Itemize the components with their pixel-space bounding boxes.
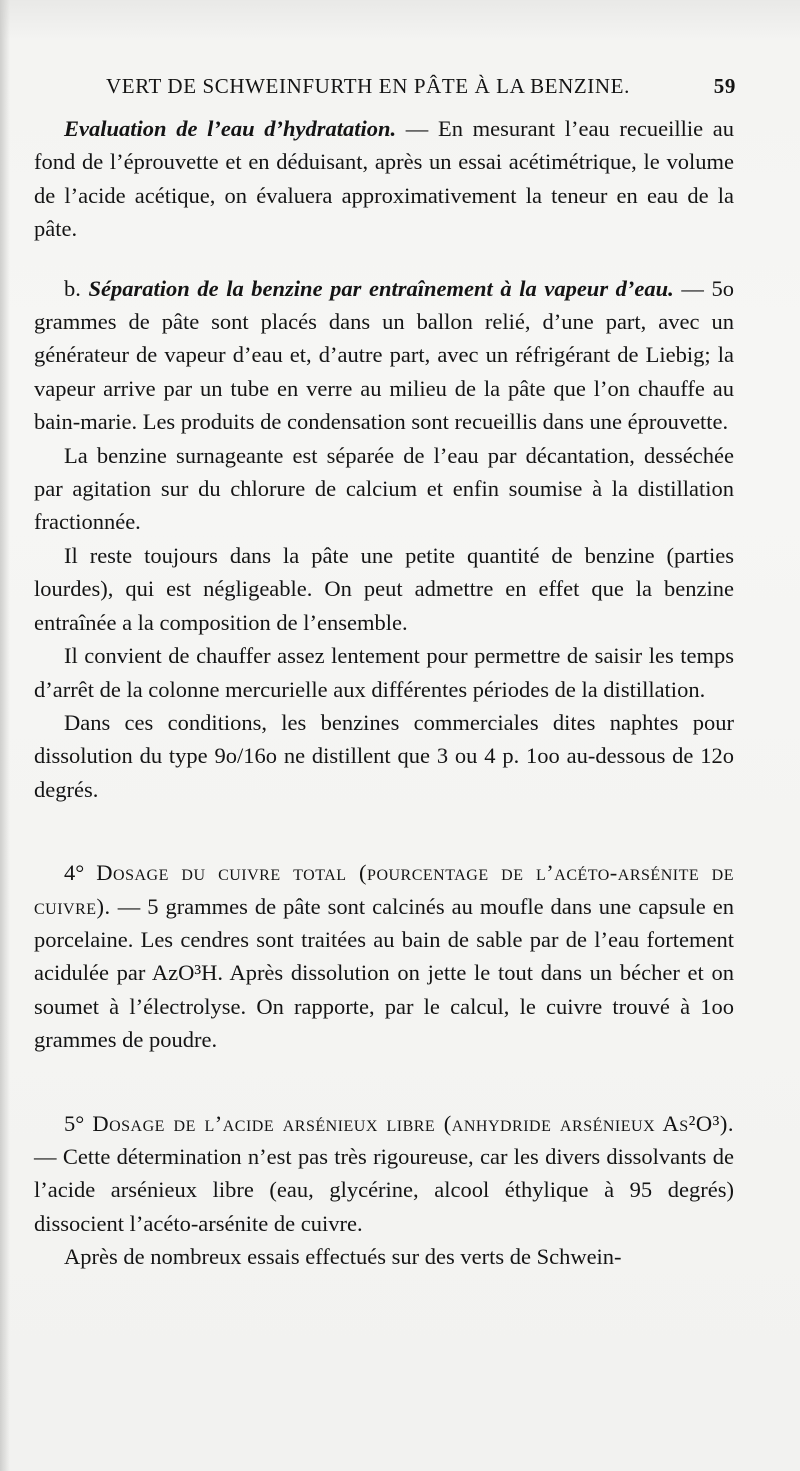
page-body <box>34 112 734 1274</box>
paragraph-lead: Evaluation de l’eau d’hydratation. <box>64 116 397 141</box>
paragraph-marker: b. <box>64 275 89 301</box>
section-heading: Dosage du cuivre total (pourcentage de l’acéto-arsénite de cuivre). <box>34 860 734 919</box>
section-text: — Cette détermination n’est pas très rigoureuse, car les divers dissolvants de l’acide arsénieux libre (eau, glycérine, alcool éthylique à 95 degrés) dissocient l’acéto-arsénite de cuivre. <box>34 1143 734 1236</box>
section-number: 5° <box>64 1110 93 1136</box>
page-edge-shadow <box>0 0 10 1471</box>
section-number: 4° <box>64 860 97 886</box>
paragraph-text: — En mesurant l’eau recueillie au fond de l’éprouvette et en déduisant, après un essai acétimétrique, le volume de l’acide acétique, on évaluera approximativement la teneur en eau de la pâte. <box>34 116 734 242</box>
page-number: 59 <box>713 74 736 98</box>
paragraph-eau-hydratation <box>34 112 734 246</box>
section-dosage-acide-arsenieux <box>34 1107 734 1241</box>
paragraph-chauffer: Il convient de chauffer assez lentement pour permettre de saisir les temps d’arrêt de la colonne mercurielle aux différentes périodes de la distillation. <box>34 643 734 702</box>
paragraph-essais: Après de nombreux essais effectués sur des verts de Schwein- <box>64 1244 622 1270</box>
paragraph-text: — 5o grammes de pâte sont placés dans un ballon relié, d’une part, avec un générateur de vapeur d’eau et, d’autre part, avec un réfrigérant de Liebig; la vapeur arrive par un tube en verre au milieu de la pâte que l’on chauffe au bain-marie. Les produits de condensation sont recueillis dans une éprouvette. <box>34 275 734 435</box>
section-dosage-cuivre <box>34 856 734 1056</box>
paragraph-parties-lourdes: Il reste toujours dans la pâte une petite quantité de benzine (parties lourdes), qui est négligeable. On peut admettre en effet que la benzine entraînée a la composition de l’ensemble. <box>34 542 734 635</box>
paragraph-naphtes: Dans ces conditions, les benzines commerciales dites naphtes pour dissolution du type 9o/16o ne distillent que 3 ou 4 p. 1oo au-dessous de 12o degrés. <box>34 709 734 802</box>
section-text: — 5 grammes de pâte sont calcinés au moufle dans une capsule en porcelaine. Les cendres sont traitées au bain de sable par de l’eau fortement acidulée par AzO³H. Après dissolution on jette le tout dans un bécher et on soumet à l’électrolyse. On rapporte, par le calcul, le cuivre trouvé à 1oo grammes de poudre. <box>34 893 734 1053</box>
paragraph-decantation: La benzine surnageante est séparée de l’eau par décantation, desséchée par agitation sur du chlorure de calcium et enfin soumise à la distillation fractionnée. <box>34 442 734 535</box>
running-title: VERT DE SCHWEINFURTH EN PÂTE À LA BENZINE. <box>106 74 630 98</box>
running-header <box>62 74 738 108</box>
paragraph-lead: Séparation de la benzine par entraînement à la vapeur d’eau. <box>88 275 674 301</box>
section-heading: Dosage de l’acide arsénieux libre (anhydride arsénieux As²O³). <box>92 1110 735 1136</box>
paragraph-separation-benzine <box>34 272 734 439</box>
